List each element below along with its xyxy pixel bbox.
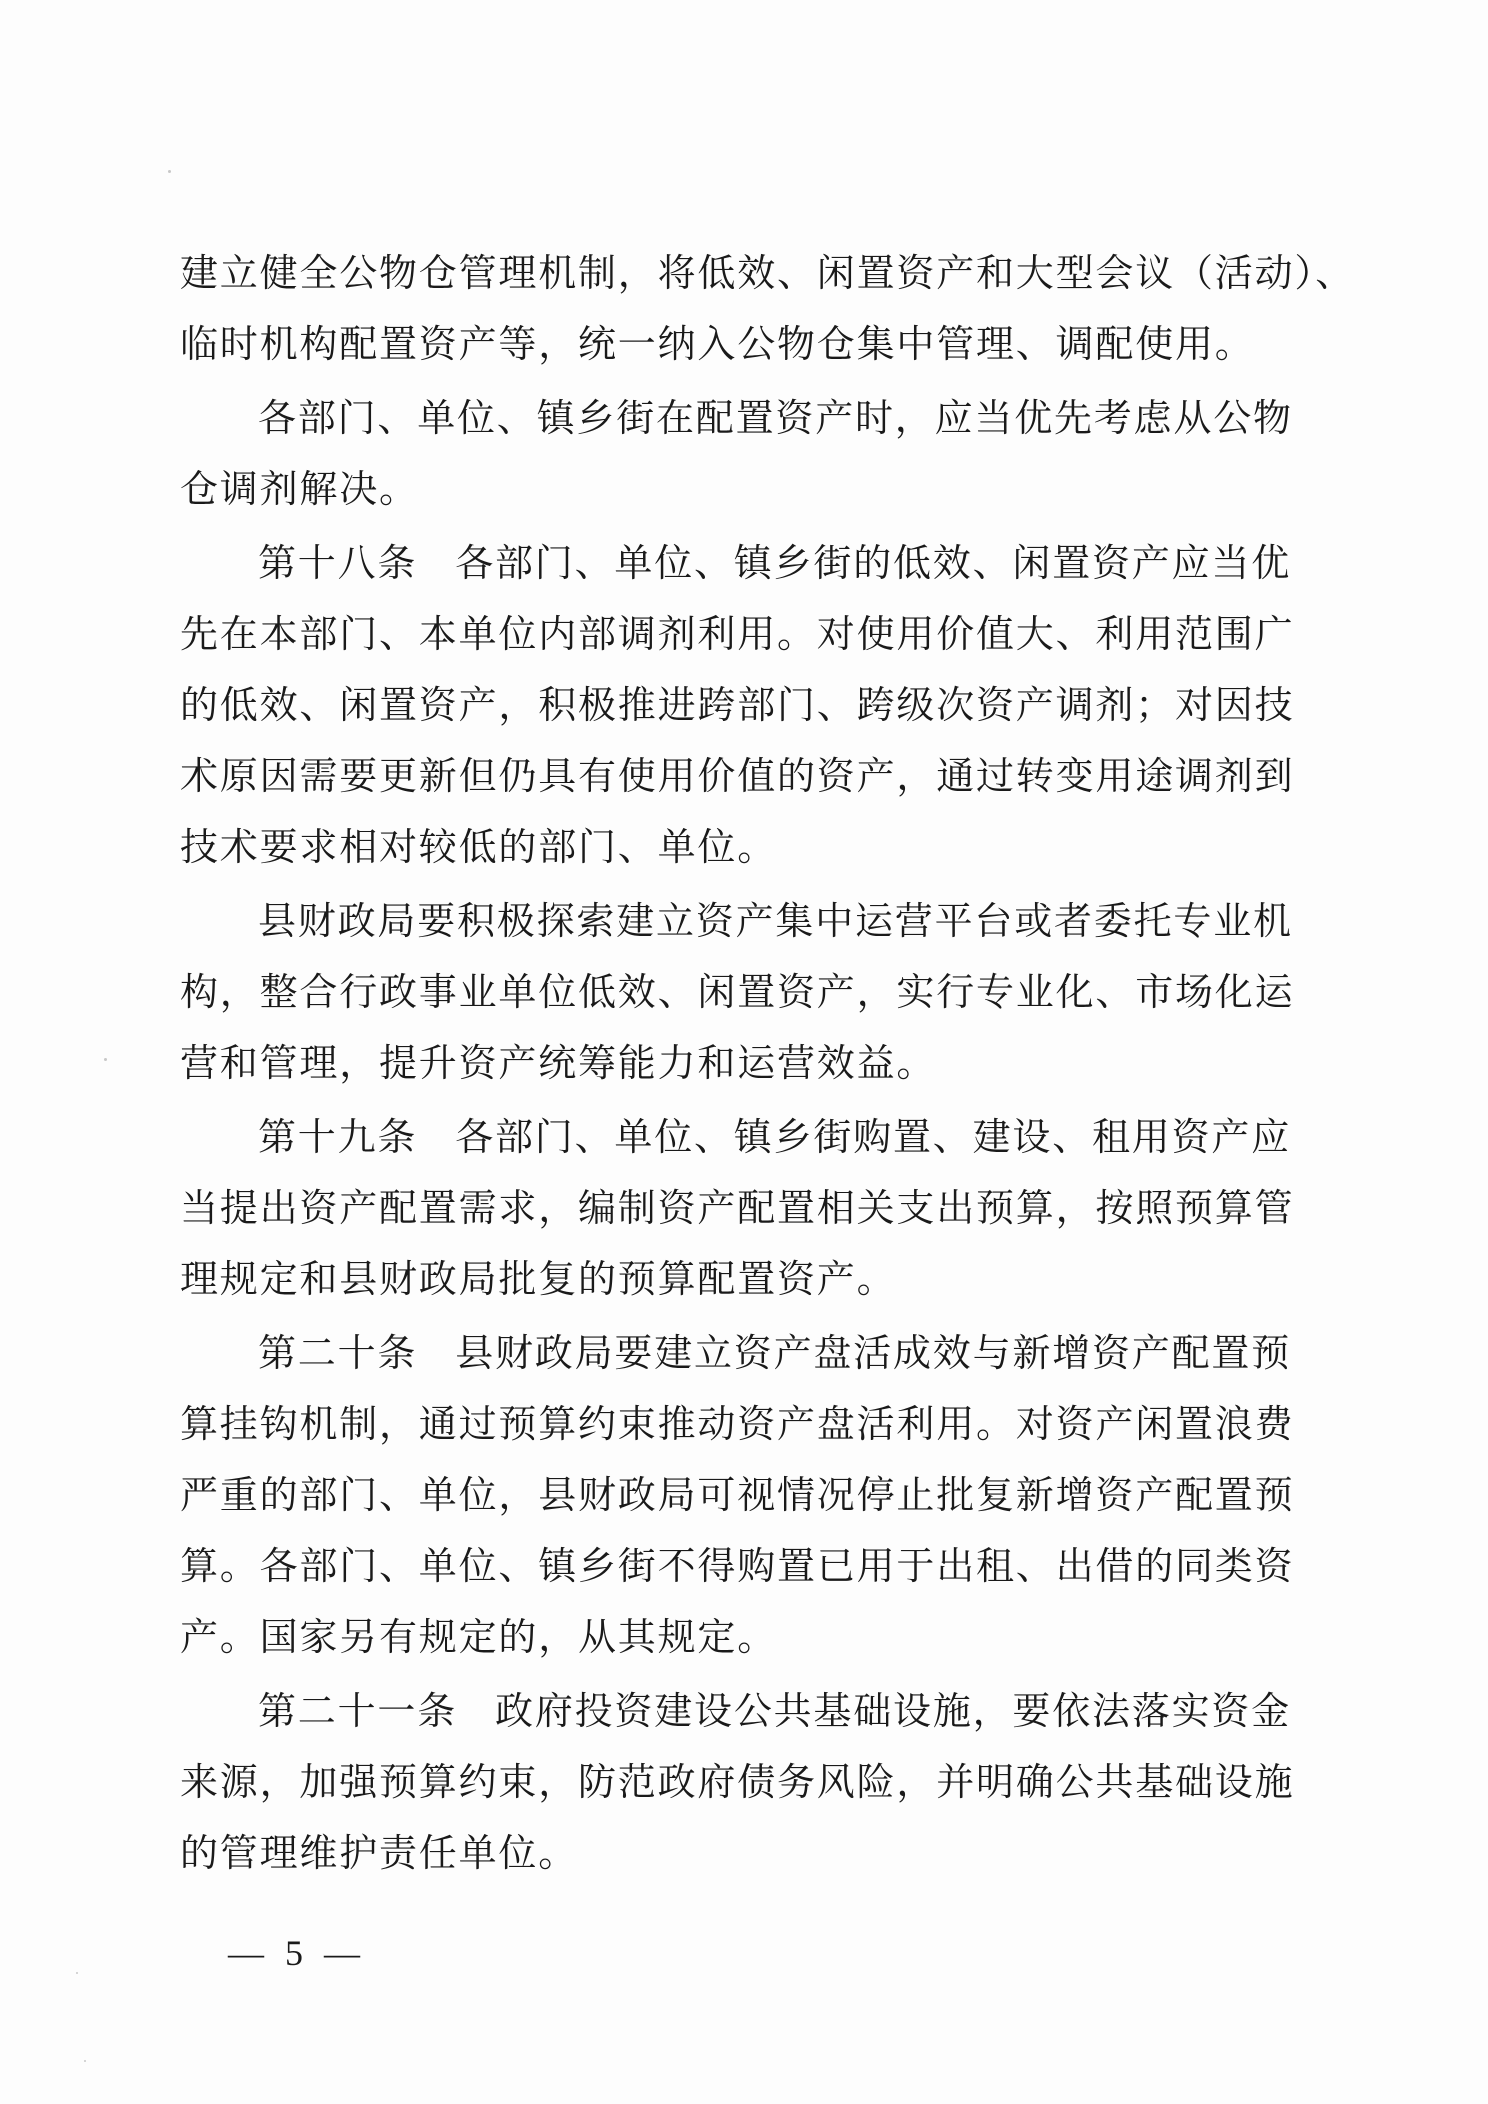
article-18-first-line [180,528,1290,599]
paragraph-line: 先在本部门、本单位内部调剂利用。对使用价值大、利用范围广 [180,612,1295,656]
scan-speck [104,1058,107,1061]
body-text [180,238,1356,1889]
paragraph-line: 构，整合行政事业单位低效、闲置资产，实行专业化、市场化运 [180,970,1295,1014]
paragraph-line: 临时机构配置资产等，统一纳入公物仓集中管理、调配使用。 [180,322,1255,366]
paragraph-line: 政府投资建设公共基础设施，要依法落实资金 [495,1689,1292,1733]
paragraph-line: 来源，加强预算约束，防范政府债务风险，并明确公共基础设施 [180,1760,1295,1804]
paragraph-line: 当提出资产配置需求，编制资产配置相关支出预算，按照预算管 [180,1186,1295,1230]
article-number: 第二十条 [258,1331,418,1375]
paragraph-line: 营和管理，提升资产统筹能力和运营效益。 [180,1041,937,1085]
paragraph-line: 算。各部门、单位、镇乡街不得购置已用于出租、出借的同类资 [180,1544,1295,1588]
page-number: — 5 — [228,1933,366,1973]
paragraph-line: 严重的部门、单位，县财政局可视情况停止批复新增资产配置预 [180,1473,1295,1517]
scan-speck [76,1972,78,1974]
scan-speck [168,170,171,173]
paragraph-line: 建立健全公物仓管理机制，将低效、闲置资产和大型会议（活动）、 [180,251,1356,295]
paragraph-line: 算挂钩机制，通过预算约束推动资产盘活利用。对资产闲置浪费 [180,1402,1295,1446]
scan-speck [84,2060,86,2062]
paragraph-line: 技术要求相对较低的部门、单位。 [180,825,778,869]
paragraph-line: 仓调剂解决。 [180,467,419,511]
paragraph-line: 各部门、单位、镇乡街在配置资产时，应当优先考虑从公物 [258,396,1293,440]
paragraph-line: 各部门、单位、镇乡街的低效、闲置资产应当优 [455,541,1292,585]
article-21-first-line [180,1676,1290,1747]
paragraph-line: 的管理维护责任单位。 [180,1831,579,1875]
article-number: 第十八条 [258,541,418,585]
paragraph-line: 产。国家另有规定的，从其规定。 [180,1615,778,1659]
paragraph-line: 术原因需要更新但仍具有使用价值的资产，通过转变用途调剂到 [180,754,1295,798]
paragraph-line: 县财政局要建立资产盘活成效与新增资产配置预 [455,1331,1292,1375]
article-19-first-line [180,1102,1290,1173]
paragraph-line: 的低效、闲置资产，积极推进跨部门、跨级次资产调剂；对因技 [180,683,1295,727]
paragraph-line: 县财政局要积极探索建立资产集中运营平台或者委托专业机 [258,899,1293,943]
article-number: 第十九条 [258,1115,418,1159]
article-number: 第二十一条 [258,1689,458,1733]
article-20-first-line [180,1318,1290,1389]
paragraph-line: 各部门、单位、镇乡街购置、建设、租用资产应 [455,1115,1292,1159]
paragraph-line: 理规定和县财政局批复的预算配置资产。 [180,1257,897,1301]
